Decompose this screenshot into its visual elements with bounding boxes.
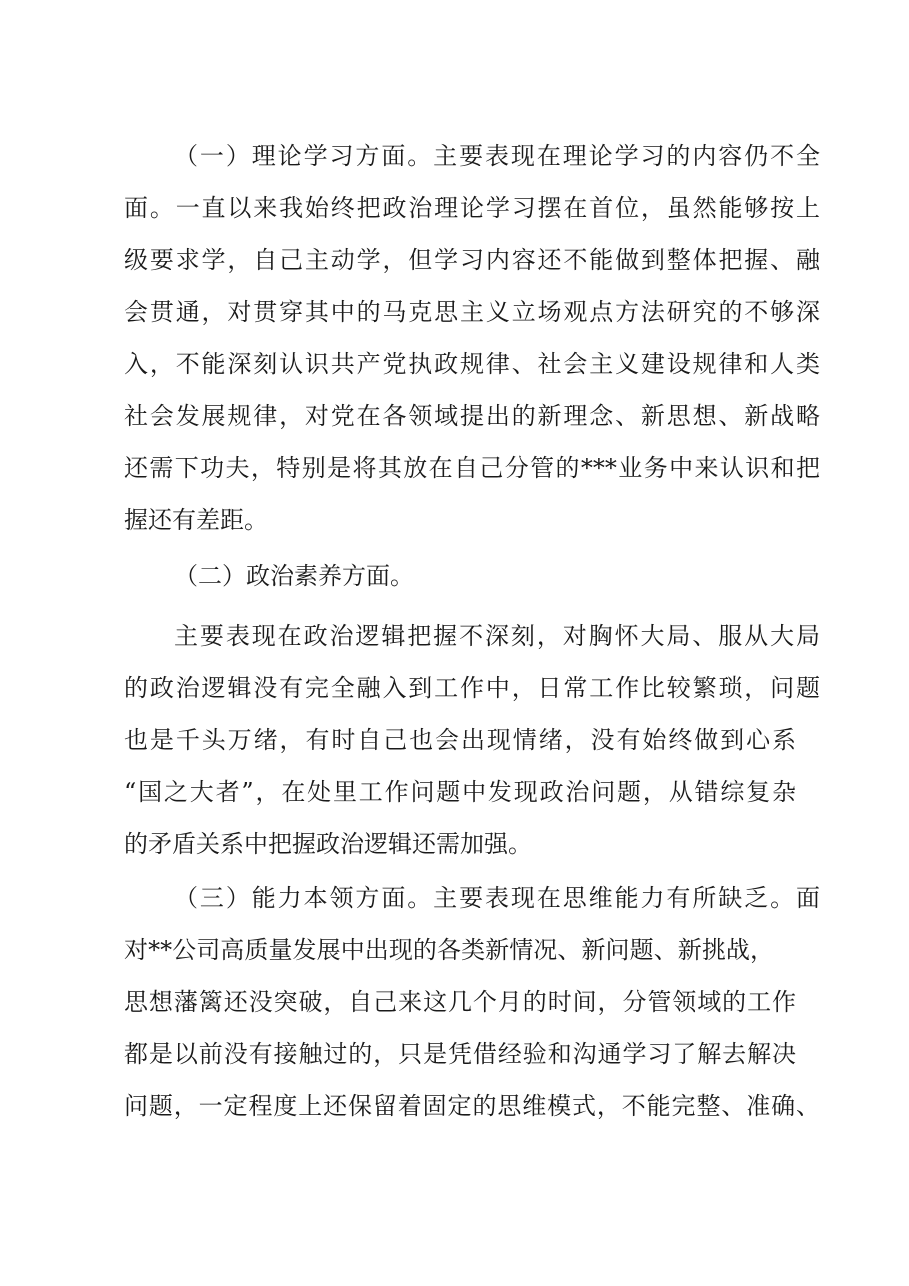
paragraph-line: 握还有差距。 <box>124 506 268 534</box>
paragraph-line: 面。一直以来我始终把政治理论学习摆在首位，虽然能够按上 <box>124 194 820 222</box>
paragraph-line: 会贯通，对贯穿其中的马克思主义立场观点方法研究的不够深 <box>124 298 820 326</box>
paragraph-line: “国之大者”，在处里工作问题中发现政治问题，从错综复杂 <box>124 778 796 806</box>
section-heading: （二）政治素养方面。 <box>174 562 414 590</box>
paragraph-line: 的矛盾关系中把握政治逻辑还需加强。 <box>124 830 532 858</box>
paragraph-line: （三）能力本领方面。主要表现在思维能力有所缺乏。面 <box>174 884 820 912</box>
paragraph-line: 问题，一定程度上还保留着固定的思维模式，不能完整、准确、 <box>124 1092 820 1120</box>
paragraph-line: 入，不能深刻认识共产党执政规律、社会主义建设规律和人类 <box>124 350 820 378</box>
paragraph-line: 也是千头万绪，有时自己也会出现情绪，没有始终做到心系 <box>124 726 796 754</box>
paragraph-line: 的政治逻辑没有完全融入到工作中，日常工作比较繁琐，问题 <box>124 674 820 702</box>
paragraph-line: 都是以前没有接触过的，只是凭借经验和沟通学习了解去解决 <box>124 1040 796 1068</box>
paragraph-line: 还需下功夫，特别是将其放在自己分管的***业务中来认识和把 <box>124 454 820 482</box>
paragraph-line: 对**公司高质量发展中出现的各类新情况、新问题、新挑战， <box>124 936 774 964</box>
paragraph-line: （一）理论学习方面。主要表现在理论学习的内容仍不全 <box>174 142 820 170</box>
paragraph-line: 主要表现在政治逻辑把握不深刻，对胸怀大局、服从大局 <box>174 622 820 650</box>
paragraph-line: 级要求学，自己主动学，但学习内容还不能做到整体把握、融 <box>124 246 820 274</box>
paragraph-line: 思想藩篱还没突破，自己来这几个月的时间，分管领域的工作 <box>124 988 796 1016</box>
paragraph-line: 社会发展规律，对党在各领域提出的新理念、新思想、新战略 <box>124 402 820 430</box>
